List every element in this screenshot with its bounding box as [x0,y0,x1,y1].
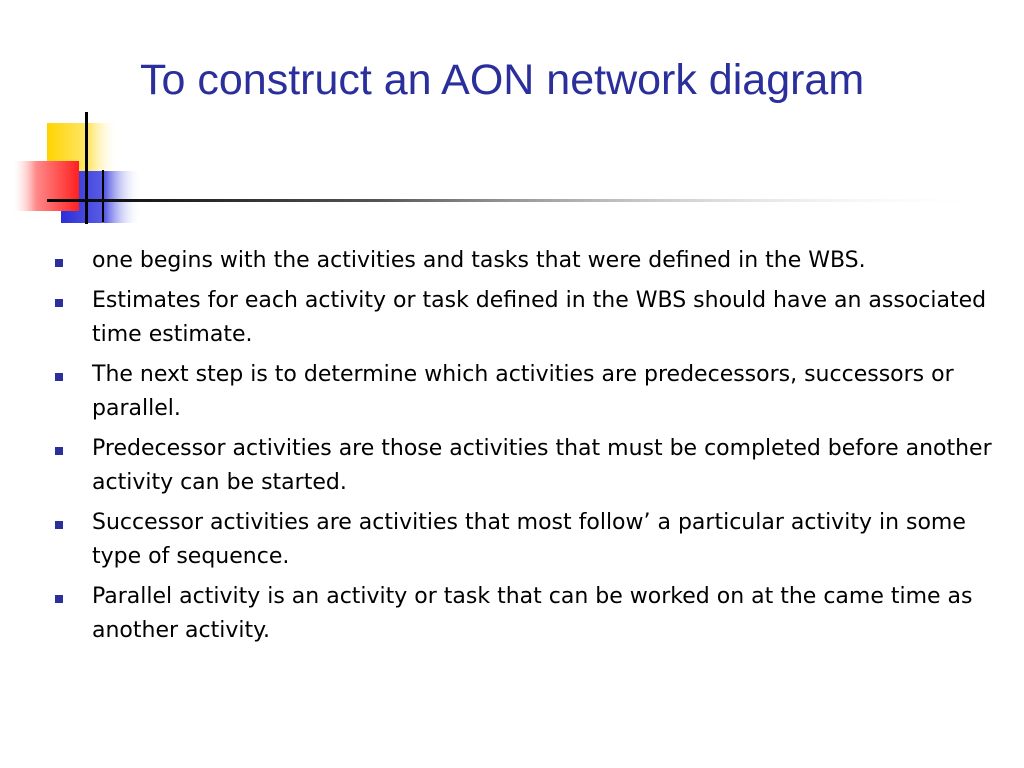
vertical-line [85,112,88,224]
title-decoration [0,0,1024,240]
red-square-shape [13,161,79,211]
bullet-item [50,244,1010,278]
bullet-item [50,358,1010,426]
square-bullet-icon [55,299,63,307]
bullet-text: Successor activities are activities that most follow’ a particular activity in some type of sequence. [92,510,966,569]
square-bullet-icon [55,259,63,267]
title-underline [47,199,997,202]
square-bullet-icon [55,521,63,529]
bullet-item [50,506,1010,574]
square-bullet-icon [55,373,63,381]
bullet-text: Predecessor activities are those activities that must be completed before another activity can be started. [92,436,992,495]
bullet-text: one begins with the activities and tasks that were defined in the WBS. [92,248,866,273]
bullet-text: Parallel activity is an activity or task that can be worked on at the came time as another activity. [92,584,973,643]
square-bullet-icon [55,447,63,455]
bullet-text: Estimates for each activity or task defined in the WBS should have an associated time estimate. [92,288,987,347]
bullet-text: The next step is to determine which activities are predecessors, successors or parallel. [92,362,954,421]
bullet-item [50,580,1010,648]
bullet-item [50,432,1010,500]
slide-title: To construct an AON network diagram [140,56,865,104]
square-bullet-icon [55,595,63,603]
bullet-item [50,284,1010,352]
bullet-list [50,244,1010,654]
vertical-line [102,170,104,222]
